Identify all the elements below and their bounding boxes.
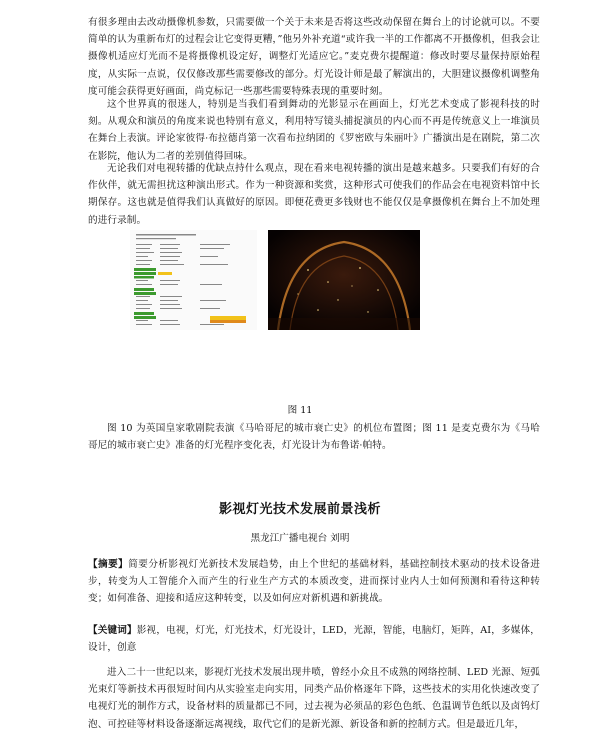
figure-group (130, 230, 430, 330)
paragraph-broadcast: 无论我们对电视转播的优缺点持什么观点，现在看来电视转播的演出是越来越多。只要我们有好的合作伙伴，就无需担扰这种演出形式。作为一种资源和奖赏，这种形式可使我们的作品会在电视资料馆中长期保存。这也就是值得我们认真做好的原因。即便花费更多钱财也不能仅仅是拿摄像机在舞台上不加处理的进行录制。 (88, 163, 540, 226)
figure-label: 图 11 (287, 405, 313, 416)
article-title: 影视灯光技术发展前景浅析 (218, 502, 381, 517)
abstract-text: 简要分析影视灯光新技术发展趋势，由上个世纪的基础材料，基础控制技术驱动的技术设备进步，转变为人工智能介入而产生的行业生产方式的本质改变，进而探讨业内人士如何预测和看待这种转变；如何准备、迎接和适应这种转变，以及如何应对新机遇和新挑战。 (88, 559, 540, 605)
article-body-paragraph: 进入二十一世纪以来，影视灯光技术发展出现井喷，曾经小众且不成熟的网络控制、LED 光源、短弧光束灯等新技术再很短时间内从实验室走向实用，同类产品价格逐年下降，这些技术的实用化快速改变了电视灯光的制作方式，设备材料的质量都已不同，过去视为必须品的彩色色纸、色温调节色纸以及卤钨灯泡、可控硅等材料设备逐渐远离视线，取代它们的是新光源、新设备和新的控制方式。但是最近几年， (88, 667, 540, 730)
paragraph-camera: 有很多理由去改动摄像机参数，只需要做一个关于未来是否将这些改动保留在舞台上的讨论就可以。不要简单的认为重新布灯的过程会让它变得更糟，”他另外补充道“或许我一半的工作都离不开摄像机，但我会让摄像机适应灯光而不是将摄像机设定好，调整灯光适应它。”麦克费尔提醒道：修改时要尽量保持原始程度，从实际一点说，仅仅修改那些需要修改的部分。灯光设计师是最了解演出的，大胆建议摄像机调整角度可能会获得更好画面，尚克标记一些那些需要特殊表现的重要时刻。 (88, 17, 540, 97)
lighting-cue-table-image (130, 230, 257, 330)
keywords (88, 622, 540, 656)
figure-caption: 图 10 为英国皇家歌剧院表演《马哈哥尼的城市衰亡史》的机位布置图；图 11 是麦克费尔为《马哈哥尼的城市衰亡史》准备的灯光程序变化表，灯光设计为布鲁诺·帕特。 (88, 423, 540, 452)
keywords-label: 【关键词】 (88, 625, 137, 636)
keywords-text: 影视，电视，灯光，灯光技术，灯光设计，LED，光源，智能，电脑灯，矩阵，AI，多媒体，设计，创意 (88, 625, 540, 654)
abstract-label: 【摘要】 (88, 559, 129, 570)
stage-lighting-photo (268, 230, 420, 330)
abstract (88, 556, 540, 608)
paragraph-world: 这个世界真的很迷人，特别是当我们看到舞动的光影显示在画面上，灯光艺术变成了影视科技的时刻。从观众和演员的角度来说也特别有意义，利用特写镜头捕捉演员的内心而不再是传统意义上一堆演员在舞台上表演。评论家彼得·布拉德肖第一次看布拉纳团的《罗密欧与朱丽叶》广播演出是在剧院，第二次在影院，他认为二者的差别值得回味。 (88, 99, 540, 162)
article-author: 黑龙江广播电视台 刘明 (250, 533, 350, 544)
